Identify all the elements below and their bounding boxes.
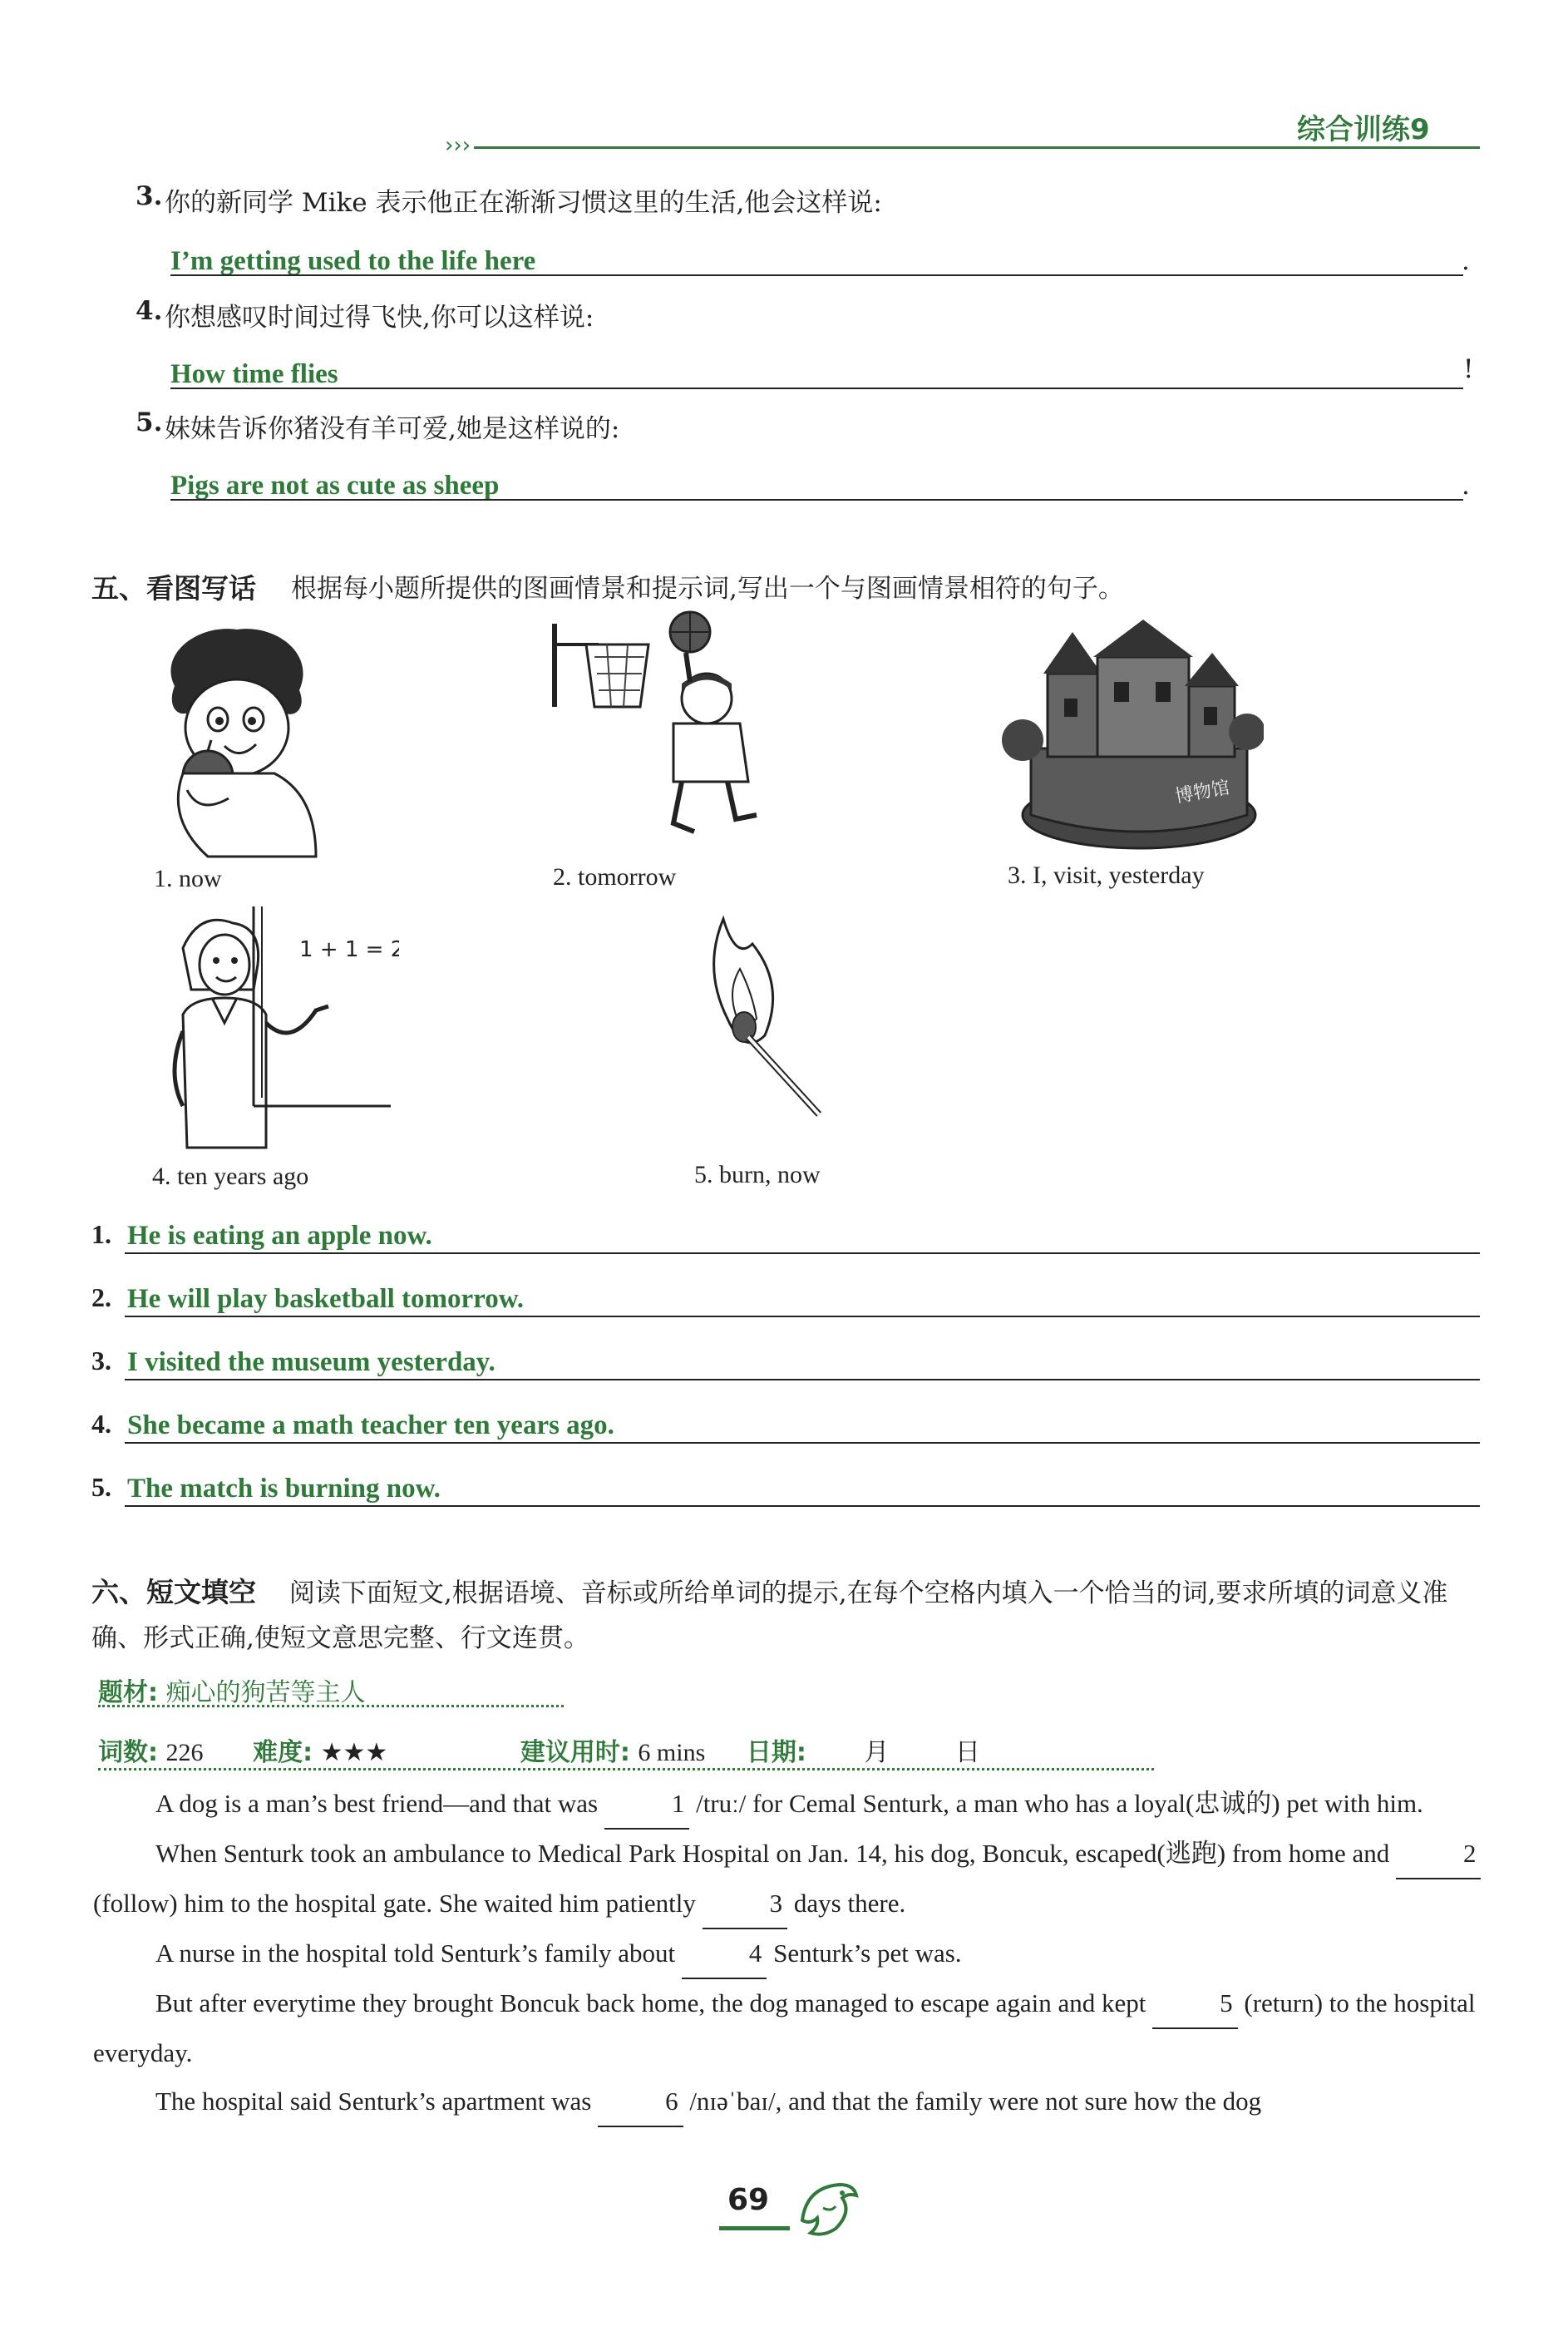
item-number: 4.: [136, 296, 163, 326]
difficulty-stars: ★★★: [320, 1738, 388, 1767]
section-title: 六、短文填空: [91, 1576, 256, 1608]
answer-text: I’m getting used to the life here: [170, 246, 536, 276]
passage-text: Senturk’s pet was.: [773, 1938, 962, 1968]
blank-5[interactable]: 5: [1152, 1979, 1238, 2029]
answer-line: [125, 1379, 1480, 1380]
passage-text: The hospital said Senturk’s apartment was: [155, 2087, 592, 2116]
time-label: 建议用时:: [520, 1738, 630, 1767]
passage-text: (return) to the hospital everyday.: [93, 1988, 1476, 2067]
answer-text: I visited the museum yesterday.: [127, 1347, 496, 1377]
topic-text: 痴心的狗苦等主人: [165, 1678, 366, 1707]
passage-text: (follow) him to the hospital gate. She waited him patiently: [93, 1889, 696, 1918]
word-count: 226: [165, 1739, 204, 1766]
picture-4: [150, 906, 399, 1156]
meta-dots: [98, 1768, 1154, 1770]
museum-castle-icon: [998, 607, 1264, 857]
blank-6[interactable]: 6: [598, 2077, 683, 2127]
answer-line: [170, 499, 1463, 501]
answer-text: The match is burning now.: [127, 1474, 441, 1504]
passage-paragraph-5: [93, 2077, 1482, 2127]
picture-caption: 4. ten years ago: [152, 1163, 309, 1190]
answer-number: 5.: [91, 1472, 111, 1502]
item-number: 3.: [136, 181, 163, 211]
boy-eating-apple-icon: [150, 620, 324, 861]
time-value: 6 mins: [638, 1739, 706, 1766]
header-arrows: ›››: [445, 133, 471, 158]
blank-2[interactable]: 2: [1396, 1830, 1482, 1879]
passage-text: pet with him.: [1286, 1789, 1423, 1818]
passage-text: A nurse in the hospital told Senturk’s family about: [155, 1938, 676, 1968]
answer-text: How time flies: [170, 359, 338, 389]
picture-3: [998, 607, 1264, 857]
passage-text: When Senturk took an ambulance to Medical Park Hospital on Jan. 14, his dog, Boncuk, escaped(逃跑) from: [155, 1839, 1283, 1868]
item-number: 5.: [136, 407, 163, 437]
section-instruction: 阅读下面短文,根据语境、音标或所给单词的提示,在每个空格内填入一个恰当的词,要求所填的词意义准确、形式正确,使短文意思完整、行文连贯。: [91, 1578, 1448, 1653]
passage-text: home and: [1288, 1839, 1390, 1868]
dolphin-icon: [794, 2175, 860, 2241]
blank-3[interactable]: 3: [703, 1879, 788, 1929]
teacher-at-board-icon: [150, 906, 399, 1156]
passage-text: But after everytime they brought Boncuk back home, the dog managed to escape again and kept: [155, 1988, 1146, 2017]
passage-paragraph-2: [93, 1830, 1482, 1929]
picture-caption: 1. now: [154, 865, 222, 892]
footer: [715, 2175, 881, 2250]
museum-sign: 博物馆: [1173, 777, 1232, 807]
part6-header: [91, 1570, 1480, 1661]
answer-line: [125, 1505, 1480, 1507]
answer-text: Pigs are not as cute as sheep: [170, 471, 500, 501]
answer-text: He is eating an apple now.: [127, 1221, 432, 1251]
answer-number: 3.: [91, 1346, 111, 1375]
item-prompt: 你的新同学 Mike 表示他正在渐渐习惯这里的生活,他会这样说:: [165, 188, 882, 218]
answer-line: [125, 1316, 1480, 1317]
topic-row: [98, 1672, 366, 1708]
passage-paragraph-3: [93, 1929, 1482, 1979]
answer-number: 1.: [91, 1219, 111, 1249]
difficulty-label: 难度:: [253, 1738, 313, 1767]
answer-line: [125, 1442, 1480, 1444]
end-punct: .: [1462, 246, 1470, 276]
date-label: 日期:: [746, 1738, 806, 1767]
date-day: 日: [954, 1738, 980, 1767]
picture-caption: 5. burn, now: [694, 1161, 821, 1188]
topic-label: 题材:: [98, 1678, 158, 1707]
header-title: 综合训练9: [1297, 113, 1430, 146]
answer-text: She became a math teacher ten years ago.: [127, 1410, 614, 1440]
boy-playing-basketball-icon: [549, 607, 765, 857]
passage-text: /truː/ for Cemal Senturk, a man who has a loyal(忠诚的): [696, 1789, 1280, 1818]
item-prompt: 妹妹告诉你猪没有羊可爱,她是这样说的:: [165, 414, 620, 444]
board-text: 1 + 1 = 2: [299, 937, 399, 962]
meta-row: [98, 1731, 1154, 1768]
burning-match-icon: [694, 911, 836, 1119]
answer-number: 2.: [91, 1282, 111, 1312]
passage: [93, 1780, 1482, 2127]
picture-caption: 3. I, visit, yesterday: [1008, 862, 1205, 889]
date-month: 月: [864, 1738, 890, 1767]
end-punct: !: [1463, 354, 1474, 384]
picture-caption: 2. tomorrow: [553, 863, 677, 891]
answer-text: He will play basketball tomorrow.: [127, 1284, 524, 1314]
passage-text: A dog is a man’s best friend—and that was: [155, 1789, 599, 1818]
passage-text: days there.: [793, 1889, 906, 1918]
word-count-label: 词数:: [98, 1738, 158, 1767]
passage-paragraph-4: [93, 1979, 1482, 2077]
section-instruction: 根据每小题所提供的图画情景和提示词,写出一个与图画情景相符的句子。: [291, 574, 1124, 604]
topic-dots: [98, 1705, 564, 1707]
answer-number: 4.: [91, 1409, 111, 1439]
answer-line: [125, 1252, 1480, 1254]
page-number: 69: [727, 2183, 770, 2217]
section-title: 五、看图写话: [91, 572, 256, 605]
blank-1[interactable]: 1: [604, 1780, 690, 1830]
picture-5: [694, 911, 836, 1119]
answer-line: [170, 274, 1463, 276]
blank-4[interactable]: 4: [682, 1929, 767, 1979]
picture-1: [150, 620, 324, 861]
item-prompt: 你想感叹时间过得飞快,你可以这样说:: [165, 303, 594, 333]
end-punct: .: [1462, 471, 1470, 501]
header: [0, 0, 1568, 158]
picture-2: [549, 607, 765, 857]
answer-line: [170, 388, 1463, 389]
page-number-underline: [719, 2226, 790, 2230]
passage-text: /nɪəˈbaɪ/, and that the family were not sure how the dog: [689, 2087, 1262, 2116]
passage-paragraph-1: [93, 1780, 1482, 1830]
